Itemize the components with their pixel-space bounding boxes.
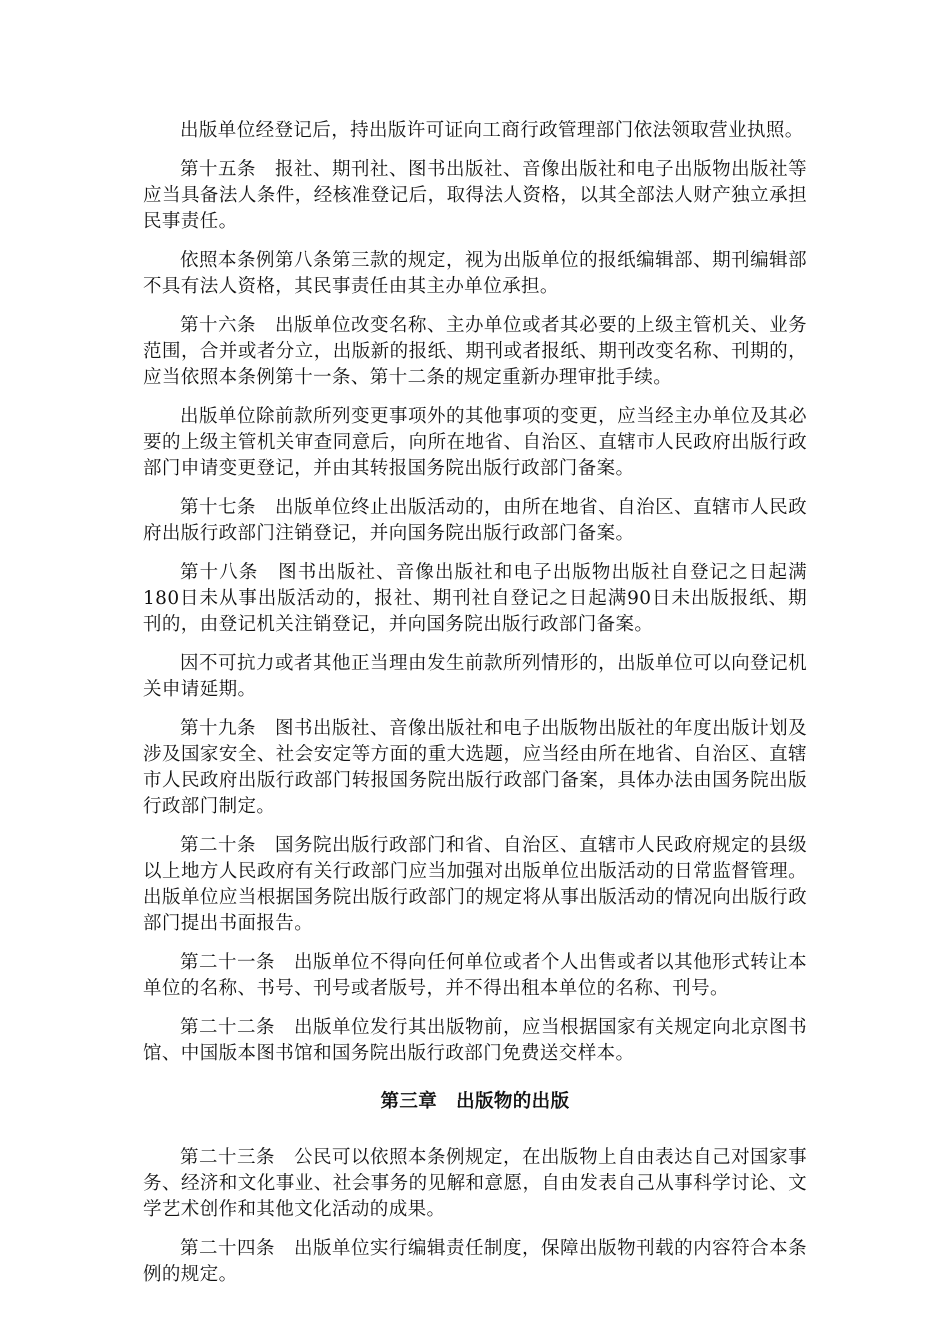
article-19: 第十九条 图书出版社、音像出版社和电子出版物出版社的年度出版计划及涉及国家安全、社会安定等方面的重大选题，应当经由所在地省、自治区、直辖市人民政府出版行政部门转报国务院出版行政部门备案，具体办法由国务院出版行政部门制定。	[143, 718, 807, 817]
article-23: 第二十三条 公民可以依照本条例规定，在出版物上自由表达自己对国家事务、经济和文化事业、社会事务的见解和意愿，自由发表自己从事科学讨论、文学艺术创作和其他文化活动的成果。	[143, 1147, 807, 1220]
paragraph: 因不可抗力或者其他正当理由发生前款所列情形的，出版单位可以向登记机关申请延期。	[143, 653, 807, 700]
article-18: 第十八条 图书出版社、音像出版社和电子出版物出版社自登记之日起满180日未从事出版活动的，报社、期刊社自登记之日起满90日未出版报纸、期刊的，由登记机关注销登记，并向国务院出版行政部门备案。	[143, 562, 807, 635]
article-15: 第十五条 报社、期刊社、图书出版社、音像出版社和电子出版物出版社等应当具备法人条件，经核准登记后，取得法人资格，以其全部法人财产独立承担民事责任。	[143, 159, 807, 232]
article-16: 第十六条 出版单位改变名称、主办单位或者其必要的上级主管机关、业务范围，合并或者分立，出版新的报纸、期刊或者报纸、期刊改变名称、刊期的，应当依照本条例第十一条、第十二条的规定重新办理审批手续。	[143, 315, 807, 388]
chapter-heading: 第三章 出版物的出版	[380, 1091, 570, 1112]
paragraph: 出版单位经登记后，持出版许可证向工商行政管理部门依法领取营业执照。	[180, 120, 804, 141]
article-21: 第二十一条 出版单位不得向任何单位或者个人出售或者以其他形式转让本单位的名称、书号、刊号或者版号，并不得出租本单位的名称、刊号。	[143, 952, 807, 999]
paragraph: 依照本条例第八条第三款的规定，视为出版单位的报纸编辑部、期刊编辑部不具有法人资格，其民事责任由其主办单位承担。	[143, 250, 807, 297]
article-20: 第二十条 国务院出版行政部门和省、自治区、直辖市人民政府规定的县级以上地方人民政府有关行政部门应当加强对出版单位出版活动的日常监督管理。出版单位应当根据国务院出版行政部门的规定将从事出版活动的情况向出版行政部门提出书面报告。	[143, 835, 807, 934]
document-page	[143, 118, 807, 1301]
paragraph: 出版单位除前款所列变更事项外的其他事项的变更，应当经主办单位及其必要的上级主管机关审查同意后，向所在地省、自治区、直辖市人民政府出版行政部门申请变更登记，并由其转报国务院出版行政部门备案。	[143, 406, 807, 479]
article-17: 第十七条 出版单位终止出版活动的，由所在地省、自治区、直辖市人民政府出版行政部门注销登记，并向国务院出版行政部门备案。	[143, 497, 807, 544]
article-22: 第二十二条 出版单位发行其出版物前，应当根据国家有关规定向北京图书馆、中国版本图书馆和国务院出版行政部门免费送交样本。	[143, 1017, 807, 1064]
article-24: 第二十四条 出版单位实行编辑责任制度，保障出版物刊载的内容符合本条例的规定。	[143, 1238, 807, 1285]
